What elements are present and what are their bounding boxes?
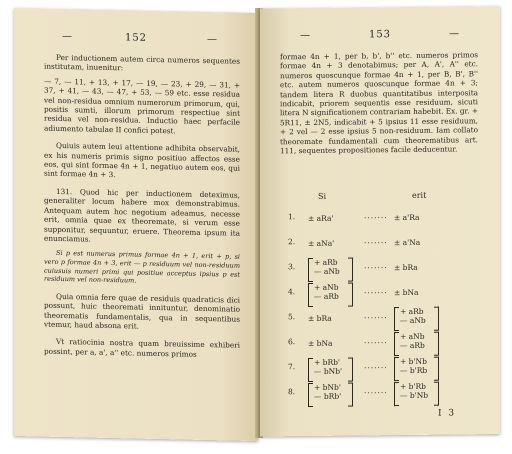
- relation: — aRb: [400, 340, 425, 351]
- row-number: 1.: [288, 212, 296, 222]
- brace-right: [434, 332, 439, 356]
- dot-leader: ·······: [364, 363, 388, 373]
- rhs-braced: [394, 381, 494, 404]
- relation: — b'Rb: [400, 365, 428, 376]
- right-page-header: [260, 28, 500, 42]
- brace-left: [394, 382, 399, 406]
- relation: — bNb': [314, 366, 343, 376]
- relation: + aRb: [314, 257, 338, 267]
- relation: + b'Rb: [400, 381, 426, 392]
- dot-leader: ·······: [364, 288, 388, 298]
- dot-leader: ·······: [364, 263, 388, 273]
- left-page-text: [14, 52, 258, 360]
- brace-left: [308, 383, 313, 407]
- braced-lines: [400, 307, 426, 325]
- paragraph: Vt ratiocinia nostra quam breuissime exhiberi possint, per a, a', a'' etc. numeros primos: [44, 337, 240, 359]
- braced-lines: [400, 357, 427, 375]
- left-page-header: [14, 30, 258, 46]
- relation: — aNb: [314, 266, 340, 276]
- brace-right: [348, 358, 353, 382]
- theorem-statement: Si p est numerus primus formae 4n + 1, erit + p, si vero p formae 4n + 3, erit — p residuum vel non-residuum cuiusuis numeri primi qui positiue acceptus ipsius p est residuum vel non-residuum.: [44, 249, 240, 285]
- rhs-single: [394, 256, 494, 279]
- signature-mark: I 3: [438, 408, 457, 419]
- brace-right: [434, 357, 439, 381]
- relation: ± aRa': [308, 213, 334, 224]
- column-header-erit: erit: [412, 190, 427, 200]
- dot-leader: ·······: [364, 213, 388, 223]
- brace-right: [348, 283, 353, 307]
- relation: — b'Nb: [400, 390, 429, 401]
- relation: ± bNa: [394, 287, 419, 298]
- paragraph: Per inductionem autem circa numeros sequentes institutam, inuenitur:: [44, 52, 240, 73]
- paragraph: 131. Quod hic per inductionem deteximus, generaliter locum habere mox demonstrabimus. Antequam autem hoc negotium adeamus, necesse erit, omnia quae ex theoremate, si verum esse supponitur, sequuntur, eruere. Theorema ipsum ita enunciamus.: [44, 186, 240, 244]
- proposition-row: [282, 256, 480, 280]
- paragraph: — 7, — 11, + 13, + 17, — 19, — 23, + 29, — 31, + 37, + 41, — 43, — 47, + 53, — 59 etc. esse residua vel non-residua omnium numerorum primorum, qui, positis sumti, illorum primorum respectiue sint residua vel non-residua. Inductio haec perfacile adiumento tabulae II confici potest.: [44, 76, 240, 136]
- right-page: [260, 6, 500, 437]
- relation: + bNb': [314, 382, 341, 392]
- relation: — aRb: [314, 291, 339, 301]
- row-number: 6.: [288, 337, 296, 347]
- relation: + aRb: [400, 306, 424, 317]
- relation: + bRb': [314, 357, 340, 367]
- relation: ± bRa: [394, 262, 418, 273]
- proposition-row: [282, 281, 480, 305]
- braced-lines: [314, 258, 340, 276]
- braced-lines: [314, 358, 342, 376]
- dot-leader: ·······: [364, 338, 388, 348]
- row-number: 5.: [288, 312, 296, 322]
- relation: + aNb: [314, 282, 339, 292]
- braced-lines: [314, 383, 341, 401]
- brace-left: [394, 357, 399, 381]
- left-page: [14, 8, 258, 441]
- proposition-row: [282, 206, 480, 230]
- brace-left: [394, 307, 399, 331]
- header-dash: —: [62, 31, 73, 43]
- brace-right: [348, 258, 353, 282]
- dot-leader: ·······: [364, 313, 388, 323]
- brace-right: [348, 383, 353, 407]
- relation: — bRb': [314, 391, 342, 401]
- proposition-row: [282, 356, 480, 380]
- proposition-row: [282, 306, 480, 330]
- rhs-braced: [394, 306, 494, 329]
- brace-left: [308, 358, 313, 382]
- proposition-row: [282, 231, 480, 255]
- relation: ± bNa: [308, 338, 333, 349]
- relation: ± a'Ra: [394, 212, 420, 223]
- proposition-row: [282, 381, 480, 405]
- left-page-number: 152: [124, 32, 148, 44]
- paragraph: Quia omnia fere quae de residuis quadraticis dici possunt, huic theoremati innituntur, denominatio theorematis fundamentalis, qua in sequentibus vtemur, haud absona erit.: [44, 291, 240, 331]
- dot-leader: ·······: [364, 388, 388, 398]
- brace-right: [434, 382, 439, 406]
- right-page-text: [260, 50, 500, 156]
- header-dash: —: [449, 28, 460, 40]
- relation: + aNb: [400, 331, 425, 342]
- header-dash: —: [300, 29, 311, 42]
- proposition-row: [282, 331, 480, 355]
- rhs-single: [394, 206, 494, 229]
- paragraph: Quiuis autem leui attentione adhibita observabit, ex his numeris primis signo positiuo affectos esse eos, qui sint formae 4n + 1, negatiuo autem eos, qui sint formae 4n + 3.: [44, 141, 240, 180]
- row-number: 8.: [288, 387, 296, 397]
- row-number: 3.: [288, 262, 296, 272]
- row-number: 7.: [288, 362, 296, 372]
- braced-lines: [400, 332, 425, 350]
- paragraph: formae 4n + 1, per b, b', b'' etc. numeros primos formae 4n + 3 denotabimus; per A, A', A'' etc. numeros quoscunque formae 4n + 1, per B, B', B'' etc. autem numeros quoscunque formae 4n + 3; tandem litera R duobus quantitatibus interposita indicabit, priorem sequentis esse residuum, sicuti litera N significationem contrariam habebit. Ex. gr. + 5R11, ± 2N5, indicabit + 5 ipsius 11 esse residuum, + 2 vel — 2 esse ipsius 5 non-residuum. Iam collato theoremate fundamentali cum theorematibus art. 111, sequentes propositiones facile deducentur.: [280, 50, 478, 156]
- rhs-single: [394, 231, 494, 254]
- brace-left: [394, 332, 399, 356]
- column-header-si: Si: [318, 191, 327, 201]
- relation: ± a'Na: [394, 237, 421, 248]
- rhs-single: [394, 281, 494, 304]
- braced-lines: [314, 283, 339, 301]
- rhs-braced: [394, 331, 494, 354]
- row-number: 4.: [288, 287, 296, 297]
- rhs-braced: [394, 356, 494, 379]
- dot-leader: ·······: [364, 238, 388, 248]
- right-page-number: 153: [368, 29, 392, 41]
- relation: + b'Nb: [400, 356, 427, 367]
- brace-left: [308, 283, 313, 307]
- brace-left: [308, 258, 313, 282]
- relation: — aNb: [400, 315, 426, 326]
- brace-right: [434, 307, 439, 331]
- row-number: 2.: [288, 237, 296, 247]
- open-book: [14, 8, 500, 448]
- relation: ± aNa': [308, 238, 335, 249]
- relation: ± bRa: [308, 313, 332, 324]
- braced-lines: [400, 382, 428, 400]
- header-dash: —: [207, 34, 218, 46]
